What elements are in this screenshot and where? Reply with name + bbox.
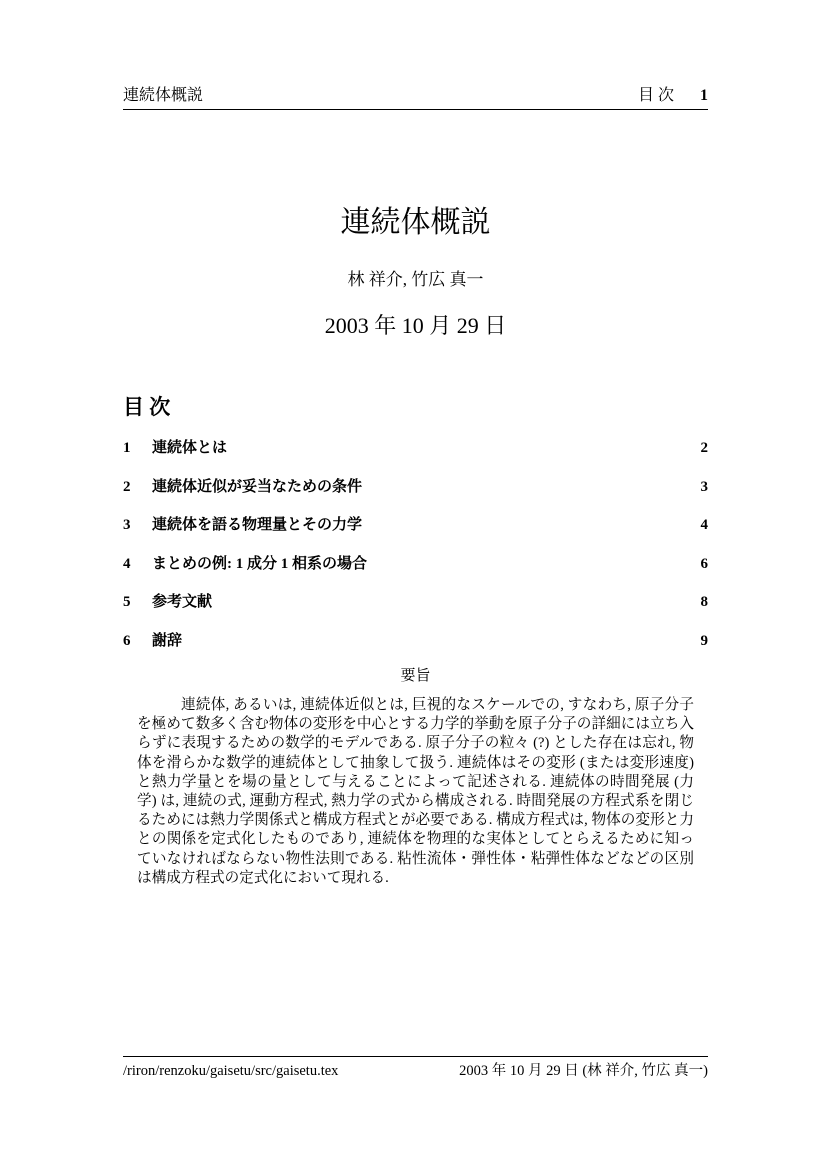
toc-entry-title: 連続体とは (152, 440, 228, 456)
toc-entry-number: 6 (123, 632, 131, 649)
footer-date-authors: 2003 年 10 月 29 日 (林 祥介, 竹広 真一) (459, 1063, 708, 1079)
header-section-label: 目 次 (637, 87, 674, 104)
header-rule (123, 109, 708, 110)
toc-entry-page: 3 (700, 478, 708, 495)
toc-entry-number: 4 (123, 555, 131, 572)
page-header (123, 87, 708, 105)
toc-entry-number: 3 (123, 517, 131, 533)
header-document-title: 連続体概説 (123, 87, 204, 104)
toc-entry-title: 連続体を語る物理量とその力学 (152, 517, 363, 533)
toc-entry-number: 5 (123, 594, 131, 610)
document-date: 2003 年 10 月 29 日 (324, 313, 507, 338)
toc-entry-page: 9 (700, 632, 708, 649)
table-of-contents (123, 439, 708, 670)
toc-entry-page: 2 (700, 440, 708, 456)
toc-entry-title: まとめの例: 1 成分 1 相系の場合 (152, 555, 367, 572)
toc-entry-2[interactable] (123, 478, 708, 497)
header-page-number: 1 (700, 87, 708, 104)
footer-rule (123, 1056, 708, 1057)
toc-entry-4[interactable] (123, 555, 708, 574)
toc-entry-page: 4 (700, 517, 708, 533)
toc-entry-3[interactable] (123, 516, 708, 535)
toc-entry-page: 6 (700, 555, 708, 572)
page-footer (123, 1062, 708, 1081)
toc-entry-page: 8 (700, 594, 708, 610)
toc-heading: 目 次 (123, 395, 171, 419)
abstract-body: 連続体, あるいは, 連続体近似とは, 巨視的なスケールでの, すなわち, 原子分子を極めて数多く含む物体の変形を中心とする力学的挙動を原子分子の詳細には立ち入らずに表現するための数学的モデルである. 原子分子の粒々 (?) とした存在は忘れ, 物体を滑らかな数学的連続体として抽象して扱う. 連続体はその変形 (または変形速度) と熱力学量とを場の量として与えることによって記述される. 連続体の時間発展 (力学) は, 連続の式, 運動方程式, 熱力学の式から構成される. 時間発展の方程式系を閉じるためには熱力学関係式と構成方程式とが必要である. 構成方程式は, 物体の変形と力との関係を定式化したものであり, 連続体を物理的な実体としてとらえるために知っていなければならない物性法則である. 粘性流体・弾性体・粘弾性体などなどの区別は構成方程式の定式化において現れる. (137, 697, 694, 886)
toc-entry-title: 連続体近似が妥当なための条件 (152, 478, 363, 495)
document-authors: 林 祥介, 竹広 真一 (347, 270, 484, 289)
toc-entry-number: 2 (123, 478, 131, 495)
toc-entry-5[interactable] (123, 593, 708, 612)
toc-entry-title: 謝辞 (152, 632, 183, 649)
toc-entry-title: 参考文献 (152, 594, 213, 610)
document-title: 連続体概説 (340, 206, 491, 239)
toc-entry-1[interactable] (123, 439, 708, 458)
toc-entry-6[interactable] (123, 632, 708, 651)
header-right-group (638, 87, 708, 105)
footer-file-path: /riron/renzoku/gaisetu/src/gaisetu.tex (123, 1063, 339, 1079)
toc-entry-number: 1 (123, 440, 131, 456)
abstract-heading: 要旨 (400, 668, 431, 684)
